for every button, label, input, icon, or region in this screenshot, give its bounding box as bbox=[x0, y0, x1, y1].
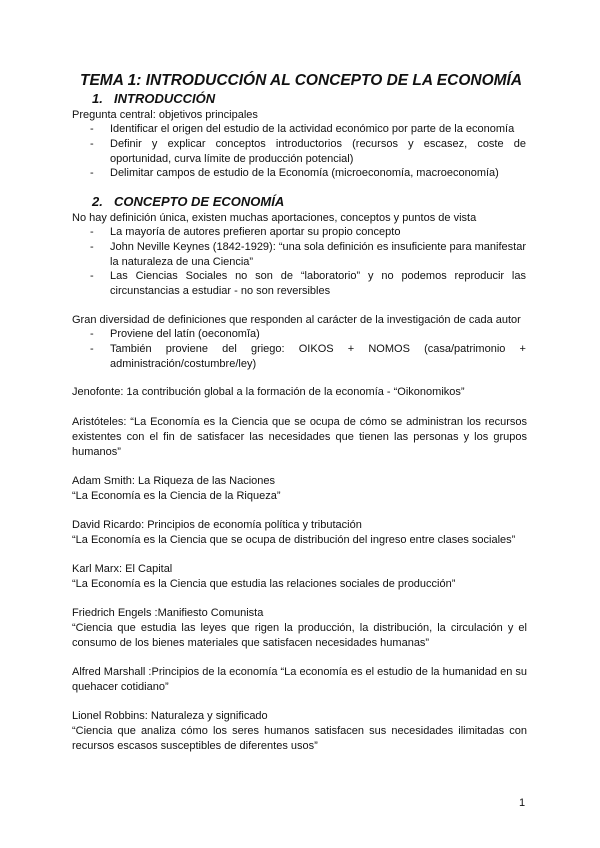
section-lead: Pregunta central: objetivos principales bbox=[72, 109, 258, 121]
paragraph: Jenofonte: 1a contribución global a la formación de la economía - “Oikonomikos” bbox=[72, 386, 465, 398]
section-number: 2. bbox=[92, 194, 103, 209]
paragraph: Alfred Marshall :Principios de la economía “La economía es el estudio de la humanidad en su quehacer cotidiano” bbox=[72, 666, 527, 693]
section-heading-concepto bbox=[92, 194, 284, 209]
author-quote: “La Economía es la Ciencia que se ocupa de distribución del ingreso entre clases sociales” bbox=[72, 534, 516, 546]
author-quote: “La Economía es la Ciencia que estudia las relaciones sociales de producción” bbox=[72, 578, 456, 590]
paragraph: Aristóteles: “La Economía es la Ciencia que se ocupa de cómo se administran los recursos existentes con el fin de satisfacer las necesidades que tienen las personas y los grupos humanos” bbox=[72, 416, 527, 458]
list-item: - La mayoría de autores prefieren aportar su propio concepto bbox=[90, 226, 401, 238]
author-quote: “La Economía es la Ciencia de la Riqueza” bbox=[72, 490, 281, 502]
list-item: - Proviene del latín (oeconomĭa) bbox=[90, 328, 260, 340]
author-quote: “Ciencia que estudia las leyes que rigen la producción, la distribución, la circulación y el consumo de los bienes materiales que satisfacen necesidades humanas” bbox=[72, 622, 527, 649]
author-quote: “Ciencia que analiza cómo los seres humanos satisfacen sus necesidades ilimitadas con recursos escasos susceptibles de diferentes usos” bbox=[72, 725, 527, 752]
author-title: Lionel Robbins: Naturaleza y significado bbox=[72, 710, 268, 722]
section-number: 1. bbox=[92, 91, 103, 106]
page-title: TEMA 1: INTRODUCCIÓN AL CONCEPTO DE LA ECONOMÍA bbox=[80, 72, 523, 89]
author-title: David Ricardo: Principios de economía política y tributación bbox=[72, 519, 362, 531]
list-item: - Delimitar campos de estudio de la Economía (microeconomía, macroeconomía) bbox=[90, 167, 499, 179]
list-item: - John Neville Keynes (1842-1929): “una sola definición es insuficiente para manifestar la naturaleza de una Ciencia” bbox=[90, 241, 526, 268]
section-lead: No hay definición única, existen muchas aportaciones, conceptos y puntos de vista bbox=[72, 212, 477, 224]
author-title: Adam Smith: La Riqueza de las Naciones bbox=[72, 475, 275, 487]
list-item: - Las Ciencias Sociales no son de “laboratorio” y no podemos reproducir las circunstancias a estudiar - no son reversibles bbox=[90, 270, 526, 297]
author-title: Karl Marx: El Capital bbox=[72, 563, 173, 575]
list-item: - También proviene del griego: OIKOS + NOMOS (casa/patrimonio + administración/costumbre/ley) bbox=[90, 343, 526, 370]
section-title: CONCEPTO DE ECONOMÍA bbox=[114, 194, 285, 209]
list-item: - Definir y explicar conceptos introductorios (recursos y escasez, coste de oportunidad, curva límite de producción potencial) bbox=[90, 138, 526, 165]
section-title: INTRODUCCIÓN bbox=[114, 91, 216, 106]
list-item: - Identificar el origen del estudio de la actividad económico por parte de la economía bbox=[90, 123, 515, 135]
section-heading-introduccion bbox=[92, 91, 215, 106]
paragraph: Gran diversidad de definiciones que responden al carácter de la investigación de cada autor bbox=[72, 314, 521, 326]
author-title: Friedrich Engels :Manifiesto Comunista bbox=[72, 607, 264, 619]
page-number: 1 bbox=[519, 797, 526, 809]
